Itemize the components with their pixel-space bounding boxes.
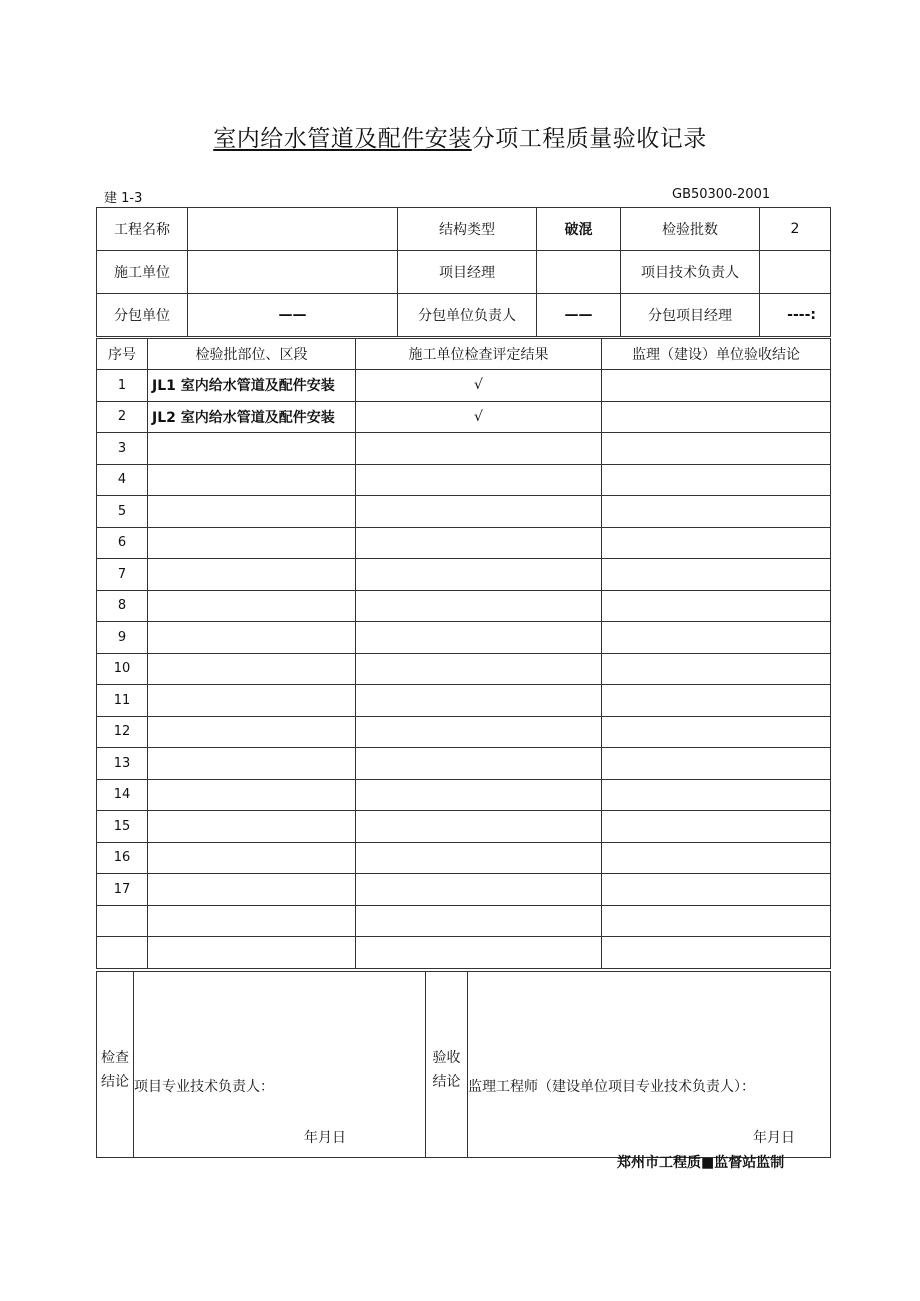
row-number: 3 xyxy=(97,433,148,465)
table-row xyxy=(97,590,831,622)
col-header-result: 施工单位检查评定结果 xyxy=(356,339,602,370)
row-result[interactable] xyxy=(356,559,602,591)
row-conclusion[interactable] xyxy=(602,811,831,843)
check-conclusion-cell[interactable] xyxy=(134,972,426,1158)
row-conclusion[interactable] xyxy=(602,842,831,874)
contractor-field[interactable] xyxy=(188,251,398,294)
project-name-field[interactable] xyxy=(188,208,398,251)
sub-lead-field[interactable]: —— xyxy=(537,294,621,337)
table-row xyxy=(97,464,831,496)
row-number: 12 xyxy=(97,716,148,748)
table-row xyxy=(97,748,831,780)
row-location[interactable] xyxy=(148,874,356,906)
page-title xyxy=(0,120,920,153)
row-result[interactable] xyxy=(356,716,602,748)
table-row xyxy=(97,905,831,937)
row-conclusion[interactable] xyxy=(602,433,831,465)
table-body xyxy=(97,370,831,969)
accept-conclusion-label xyxy=(426,972,468,1158)
col-header-location: 检验批部位、区段 xyxy=(148,339,356,370)
sub-pm-label: 分包项目经理 xyxy=(621,294,760,337)
row-conclusion[interactable] xyxy=(602,905,831,937)
accept-signer-label: 监理工程师（建设单位项目专业技术负责人）： xyxy=(468,1079,755,1095)
tech-lead-label: 项目技术负责人 xyxy=(621,251,760,294)
structure-type-field[interactable]: 破混 xyxy=(537,208,621,251)
row-number: 10 xyxy=(97,653,148,685)
row-number: 14 xyxy=(97,779,148,811)
table-row xyxy=(97,622,831,654)
row-location[interactable] xyxy=(148,842,356,874)
title-rest: 分项工程质量验收记录 xyxy=(471,126,707,152)
tech-lead-field[interactable] xyxy=(760,251,831,294)
footer-issuer: 郑州市工程质■监督站监制 xyxy=(617,1155,785,1171)
row-number: 13 xyxy=(97,748,148,780)
row-location[interactable] xyxy=(148,905,356,937)
row-result[interactable] xyxy=(356,590,602,622)
row-result[interactable] xyxy=(356,779,602,811)
batch-count-label: 检验批数 xyxy=(621,208,760,251)
check-conclusion-label xyxy=(97,972,134,1158)
row-number: 16 xyxy=(97,842,148,874)
table-row xyxy=(97,559,831,591)
table-row xyxy=(97,937,831,969)
row-number: 4 xyxy=(97,464,148,496)
row-result[interactable] xyxy=(356,811,602,843)
row-number: 2 xyxy=(97,401,148,433)
row-result[interactable]: √ xyxy=(356,401,602,433)
subcontractor-label: 分包单位 xyxy=(97,294,188,337)
row-result[interactable] xyxy=(356,622,602,654)
row-location[interactable] xyxy=(148,464,356,496)
row-number: 15 xyxy=(97,811,148,843)
table-row xyxy=(97,370,831,402)
structure-type-label: 结构类型 xyxy=(398,208,537,251)
row-conclusion[interactable] xyxy=(602,370,831,402)
row-location[interactable] xyxy=(148,779,356,811)
row-conclusion[interactable] xyxy=(602,590,831,622)
accept-date: 年月日 xyxy=(753,1130,795,1146)
row-result[interactable] xyxy=(356,842,602,874)
header-row xyxy=(97,251,831,294)
row-location[interactable] xyxy=(148,653,356,685)
table-row xyxy=(97,496,831,528)
header-row xyxy=(97,208,831,251)
accept-conclusion-cell[interactable] xyxy=(468,972,831,1158)
row-conclusion[interactable] xyxy=(602,716,831,748)
header-row xyxy=(97,294,831,337)
sub-pm-field[interactable]: ----: xyxy=(760,294,831,337)
row-location[interactable]: JL1 室内给水管道及配件安装 xyxy=(148,370,356,402)
accept-label-2: 结论 xyxy=(432,1073,461,1090)
row-number: 17 xyxy=(97,874,148,906)
check-label-1: 检查 xyxy=(101,1049,129,1066)
row-location[interactable]: JL2 室内给水管道及配件安装 xyxy=(148,401,356,433)
signoff-table xyxy=(96,971,831,1158)
row-number xyxy=(97,905,148,937)
header-table xyxy=(96,207,831,337)
row-result[interactable] xyxy=(356,685,602,717)
row-result[interactable] xyxy=(356,653,602,685)
col-header-conclusion: 监理（建设）单位验收结论 xyxy=(602,339,831,370)
row-location[interactable] xyxy=(148,433,356,465)
row-location[interactable] xyxy=(148,622,356,654)
signoff-row xyxy=(97,972,831,1158)
subcontractor-field[interactable]: —— xyxy=(188,294,398,337)
row-location[interactable] xyxy=(148,590,356,622)
row-result[interactable] xyxy=(356,496,602,528)
row-conclusion[interactable] xyxy=(602,779,831,811)
row-number: 6 xyxy=(97,527,148,559)
project-manager-field[interactable] xyxy=(537,251,621,294)
row-location[interactable] xyxy=(148,937,356,969)
col-header-no: 序号 xyxy=(97,339,148,370)
row-location[interactable] xyxy=(148,496,356,528)
row-conclusion[interactable] xyxy=(602,527,831,559)
row-location[interactable] xyxy=(148,748,356,780)
row-location[interactable] xyxy=(148,685,356,717)
row-result[interactable] xyxy=(356,874,602,906)
table-row xyxy=(97,401,831,433)
row-conclusion[interactable] xyxy=(602,559,831,591)
table-row xyxy=(97,685,831,717)
row-location[interactable] xyxy=(148,559,356,591)
table-row xyxy=(97,779,831,811)
check-date: 年月日 xyxy=(304,1130,346,1146)
project-manager-label: 项目经理 xyxy=(398,251,537,294)
row-number: 8 xyxy=(97,590,148,622)
check-signer-label: 项目专业技术负责人： xyxy=(134,1079,274,1095)
row-result[interactable] xyxy=(356,464,602,496)
row-conclusion[interactable] xyxy=(602,937,831,969)
row-location[interactable] xyxy=(148,811,356,843)
row-location[interactable] xyxy=(148,527,356,559)
standard-code: GB50300-2001 xyxy=(672,187,771,202)
row-result[interactable]: √ xyxy=(356,370,602,402)
row-conclusion[interactable] xyxy=(602,874,831,906)
row-number: 9 xyxy=(97,622,148,654)
row-number: 11 xyxy=(97,685,148,717)
row-conclusion[interactable] xyxy=(602,685,831,717)
row-conclusion[interactable] xyxy=(602,464,831,496)
title-underlined: 室内给水管道及配件安装 xyxy=(213,126,472,152)
table-row xyxy=(97,716,831,748)
row-result[interactable] xyxy=(356,748,602,780)
row-result[interactable] xyxy=(356,905,602,937)
inspection-table xyxy=(96,338,831,969)
row-location[interactable] xyxy=(148,716,356,748)
table-row xyxy=(97,433,831,465)
row-conclusion[interactable] xyxy=(602,496,831,528)
table-row xyxy=(97,842,831,874)
row-conclusion[interactable] xyxy=(602,653,831,685)
form-code: 建 1-3 xyxy=(104,191,143,206)
table-row xyxy=(97,874,831,906)
contractor-label: 施工单位 xyxy=(97,251,188,294)
batch-count-field[interactable]: 2 xyxy=(760,208,831,251)
table-row xyxy=(97,527,831,559)
row-result[interactable] xyxy=(356,433,602,465)
check-label-2: 结论 xyxy=(101,1073,129,1090)
table-header-row xyxy=(97,339,831,370)
row-number: 7 xyxy=(97,559,148,591)
row-conclusion[interactable] xyxy=(602,748,831,780)
table-row xyxy=(97,653,831,685)
row-result[interactable] xyxy=(356,937,602,969)
row-conclusion[interactable] xyxy=(602,622,831,654)
sub-lead-label: 分包单位负责人 xyxy=(398,294,537,337)
row-number: 1 xyxy=(97,370,148,402)
row-number xyxy=(97,937,148,969)
row-result[interactable] xyxy=(356,527,602,559)
table-row xyxy=(97,811,831,843)
project-name-label: 工程名称 xyxy=(97,208,188,251)
row-conclusion[interactable] xyxy=(602,401,831,433)
accept-label-1: 验收 xyxy=(432,1049,461,1066)
row-number: 5 xyxy=(97,496,148,528)
